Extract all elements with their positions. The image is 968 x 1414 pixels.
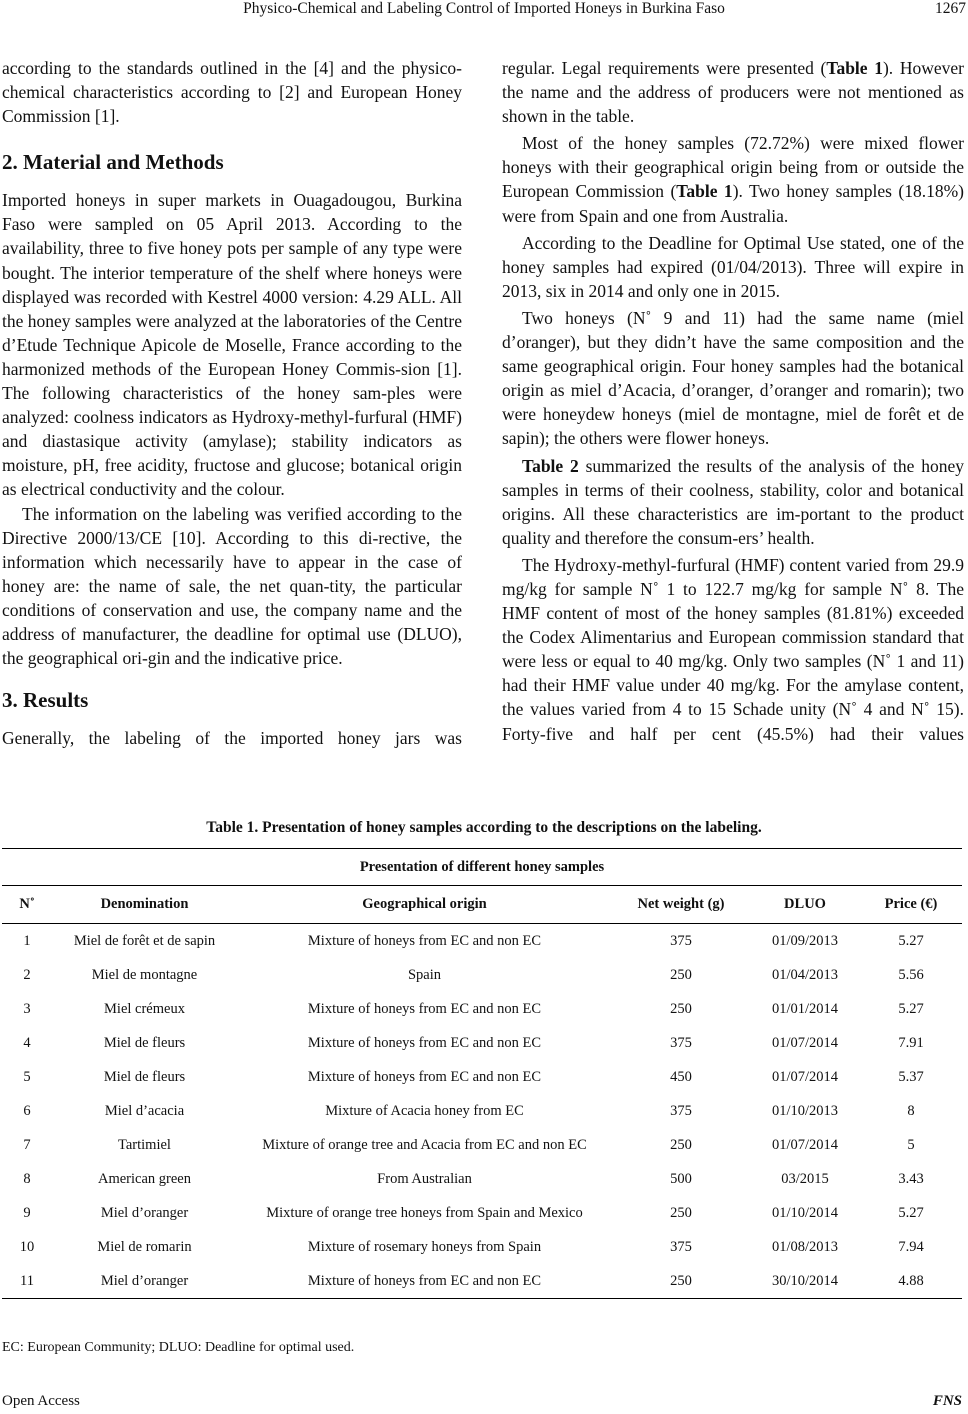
table-cell: American green (98, 1170, 191, 1187)
table-cell: Mixture of orange tree and Acacia from EC and non EC (262, 1136, 587, 1153)
table-row (2, 924, 962, 959)
intro-paragraph: according to the standards outlined in the [4] and the physico-chemical characteristics according to [2] and European Honey Commission [1]. (2, 58, 462, 127)
table-cell: 3.43 (898, 1170, 924, 1187)
results-paragraph-3: According to the Deadline for Optimal Use stated, one of the honey samples had expired (01/04/2013). Three will expire in 2013, six in 2014 and only one in 2015. (502, 232, 964, 301)
table-reference[interactable]: Table 1 (676, 181, 733, 202)
table-cell: Mixture of honeys from EC and non EC (307, 1034, 542, 1051)
table-cell: 01/08/2013 (771, 1238, 839, 1255)
table-super-header: Presentation of different honey samples (2, 849, 962, 886)
table-cell: 250 (670, 1000, 692, 1017)
table-row (2, 1094, 962, 1128)
results-paragraph-5: Table 2 summarized the results of the analysis of the honey samples in terms of their coolness, stability, color and botanical origins. All these characteristics are im-portant to the product quality and therefore the consum-ers’ health. (502, 455, 965, 548)
labeling-paragraph: The information on the labeling was verified according to the Directive 2000/13/CE [10]. According to this di-rective, the information which necessarily have to appear in the case of honey are: the name of sale, the net quan-tity, the particular conditions of conservation and use, the company name and the address of manufacturer, the deadline for optimal use (DLUO), the geographical ori-gin and the indicative price. (2, 503, 462, 669)
page-number: 1267 (935, 0, 966, 17)
table-cell: 5.27 (898, 1204, 924, 1221)
table-caption: Table 1. Presentation of honey samples according to the descriptions on the labeling. (206, 819, 762, 836)
table-cell: Mixture of Acacia honey from EC (325, 1102, 524, 1119)
table-cell: Miel de romarin (97, 1238, 192, 1255)
table-cell: 3 (23, 1000, 31, 1017)
table-cell: 01/07/2014 (771, 1068, 839, 1085)
table-cell: 7.94 (898, 1238, 924, 1255)
table-cell: 5.27 (898, 932, 924, 949)
table-cell: Miel d’oranger (100, 1204, 189, 1221)
table-cell: 30/10/2014 (750, 1264, 860, 1299)
section-heading-results: 3. Results (2, 688, 89, 713)
table-cell: 01/10/2014 (771, 1204, 839, 1221)
table-cell: 2 (23, 966, 31, 983)
results-paragraph-1: regular. Legal requirements were presented (Table 1). However the name and the address of producers were not mentioned as shown in the table. (502, 58, 964, 127)
table-footnote: EC: European Community; DLUO: Deadline for optimal used. (2, 1340, 355, 1355)
table-cell: 375 (670, 1102, 692, 1119)
table-cell: Mixture of honeys from EC and non EC (307, 1068, 542, 1085)
table-cell: 6 (23, 1102, 31, 1119)
honey-samples-table (2, 848, 962, 1299)
table-cell: 03/2015 (781, 1170, 829, 1187)
open-access-label: Open Access (2, 1393, 80, 1409)
table-cell: 5.37 (898, 1068, 924, 1085)
table-cell: 01/01/2014 (771, 1000, 839, 1017)
table-row (2, 958, 962, 992)
results-paragraph-6: The Hydroxy-methyl-furfural (HMF) content varied from 29.9 mg/kg for sample N˚ 1 to 122.7 mg/kg for sample N˚ 8. The HMF content of most of the honey samples (81.81%) exceeded the Codex Alimentarius and European commission standard that were less or equal to 40 mg/kg. Only two samples (N˚ 1 and 11) had their HMF value under 40 mg/kg. For the amylase content, the values varied from 4 to 15 Schade unity (N˚ 4 and N˚ 15). Forty-five and half per cent (45.5%) had their values (502, 554, 964, 744)
table-cell: 375 (670, 932, 692, 949)
table-cell: 500 (670, 1170, 692, 1187)
table-cell: Miel crémeux (104, 1000, 185, 1017)
table-cell: 250 (670, 966, 692, 983)
table-cell: Spain (407, 966, 442, 983)
table-row (2, 992, 962, 1026)
table-cell: 8 (23, 1170, 31, 1187)
page-header (0, 0, 968, 20)
table-row (2, 1264, 962, 1299)
table-cell: 01/04/2013 (771, 966, 839, 983)
table-cell: Miel de forêt et de sapin (73, 932, 216, 949)
table-cell: 375 (670, 1238, 692, 1255)
table-row (2, 1060, 962, 1094)
table-cell: 450 (670, 1068, 692, 1085)
table-cell: Miel d’acacia (104, 1102, 185, 1119)
table-cell: 10 (19, 1238, 35, 1255)
table-cell: Miel de montagne (91, 966, 198, 983)
table-cell: 5 (23, 1068, 31, 1085)
table-cell: 250 (612, 1264, 750, 1299)
table-row (2, 1026, 962, 1060)
table-row (2, 1230, 962, 1264)
right-column (502, 56, 964, 746)
column-header: Denomination (52, 886, 237, 924)
results-paragraph-start: Generally, the labeling of the imported honey jars was (2, 728, 462, 749)
table-cell: Mixture of honeys from EC and non EC (307, 1000, 542, 1017)
table-cell: 11 (2, 1264, 52, 1299)
column-header: N˚ (2, 886, 52, 924)
table-cell: Miel de fleurs (103, 1068, 186, 1085)
table-cell: 250 (670, 1136, 692, 1153)
table-cell: 5.56 (898, 966, 924, 983)
table-cell: 5.27 (898, 1000, 924, 1017)
table-row (2, 1196, 962, 1230)
section-heading-methods: 2. Material and Methods (2, 150, 224, 175)
table-cell: Mixture of honeys from EC and non EC (237, 1264, 612, 1299)
table-cell: 1 (23, 932, 31, 949)
table-cell: Miel de fleurs (103, 1034, 186, 1051)
table-cell: 01/10/2013 (771, 1102, 839, 1119)
table-cell: Tartimiel (118, 1136, 171, 1153)
table-cell: Miel d’oranger (52, 1264, 237, 1299)
results-paragraph-2: Most of the honey samples (72.72%) were mixed flower honeys with their geographical origin being from or outside the European Commission (Table 1). Two honey samples (18.18%) were from Spain and one from Australia. (502, 133, 965, 226)
column-header: Net weight (g) (612, 886, 750, 924)
table-cell: 4.88 (860, 1264, 962, 1299)
table-cell: 4 (23, 1034, 31, 1051)
table-reference[interactable]: Table 1 (826, 58, 883, 78)
table-row (2, 1162, 962, 1196)
journal-abbrev: FNS (932, 1393, 962, 1409)
table-cell: 7.91 (898, 1034, 924, 1051)
table-cell: 250 (670, 1204, 692, 1221)
table-cell: 7 (23, 1136, 31, 1153)
results-paragraph-4: Two honeys (N˚ 9 and 11) had the same name (miel d’oranger), but they didn’t have the same composition and the same geographical origin. Four honey samples had the botanical origin as miel d’Acacia, d’oranger, d’oranger and romarin); two were honeydew honeys (miel de montagne, miel de forêt et de sapin); the others were flower honeys. (502, 307, 964, 449)
column-header: Price (€) (860, 886, 962, 924)
running-title: Physico-Chemical and Labeling Control of Imported Honeys in Burkina Faso (243, 0, 725, 17)
table-cell: 5 (907, 1136, 915, 1153)
table-reference[interactable]: Table 2 (522, 455, 579, 476)
table-cell: Mixture of honeys from EC and non EC (307, 932, 542, 949)
table-cell: 8 (907, 1102, 915, 1119)
table-cell: 01/07/2014 (771, 1136, 839, 1153)
table-cell: Mixture of rosemary honeys from Spain (307, 1238, 542, 1255)
left-column (2, 56, 462, 750)
table-cell: Mixture of orange tree honeys from Spain and Mexico (266, 1204, 583, 1221)
table-cell: 375 (670, 1034, 692, 1051)
table-cell: 9 (23, 1204, 31, 1221)
column-header: Geographical origin (237, 886, 612, 924)
table-cell: 01/07/2014 (771, 1034, 839, 1051)
methods-paragraph: Imported honeys in super markets in Ouagadougou, Burkina Faso were sampled on 05 April 2013. According to the availability, three to five honey pots per sample of any type were bought. The interior temperature of the shelf where honeys were displayed was recorded with Kestrel 4000 version: 4.29 ALL. All the honey samples were analyzed at the laboratories of the Centre d’Etude Technique Apicole de Moselle, France according to the harmonized methods of the European Honey Commis-sion [1]. The following characteristics of the honey sam-ples were analyzed: coolness indicators as Hydroxy-methyl-furfural (HMF) and diastasique activity (amylase); stability indicators as moisture, pH, free acidity, fructose and glucose; botanical origin as electrical conductivity and the colour. (2, 190, 462, 500)
table-cell: From Australian (377, 1170, 472, 1187)
table-row (2, 1128, 962, 1162)
table-cell: 01/09/2013 (771, 932, 839, 949)
column-header: DLUO (750, 886, 860, 924)
